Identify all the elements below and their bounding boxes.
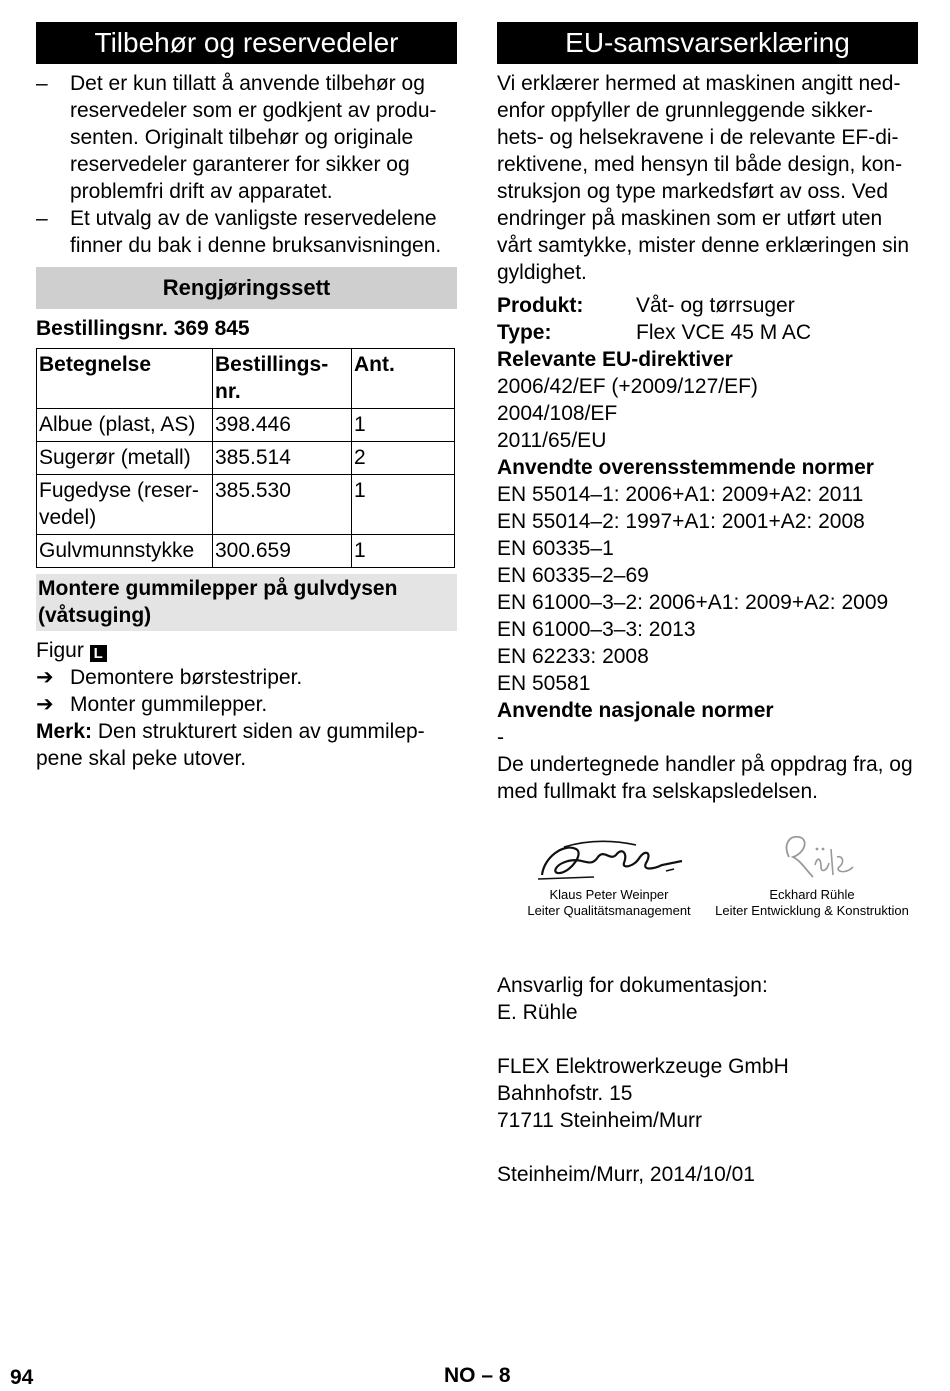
company-name: FLEX Elektrowerkzeuge GmbH (497, 1055, 789, 1078)
table-row (37, 535, 455, 568)
table-cell: 1 (352, 535, 455, 568)
parts-table (36, 348, 455, 568)
product-label: Produkt: (497, 294, 584, 317)
table-header-row (37, 349, 455, 409)
note (36, 718, 457, 772)
signature-block (497, 827, 918, 932)
national-norms-value: - (497, 726, 504, 749)
signatory-name: Eckhard Rühle (769, 887, 855, 902)
norm-item: EN 61000–3–3: 2013 (497, 618, 696, 641)
table-cell: 1 (352, 475, 455, 535)
arrow-right-icon: ➔ (36, 693, 54, 716)
product-value: Våt- og tørrsuger (636, 294, 795, 317)
figure-label: Figur (36, 639, 84, 662)
type-row (497, 319, 918, 346)
norm-item: EN 62233: 2008 (497, 645, 649, 668)
table-cell: 2 (352, 442, 455, 475)
norm-item: EN 60335–2–69 (497, 564, 649, 587)
national-norms-heading: Anvendte nasjonale normer (497, 699, 774, 722)
column-header: Bestillings-nr. (213, 349, 352, 409)
signatory (519, 827, 699, 919)
table-cell: 300.659 (213, 535, 352, 568)
company-street: Bahnhofstr. 15 (497, 1082, 633, 1105)
directive-item: 2011/65/EU (497, 429, 607, 452)
accessories-title: Tilbehør og reservedeler (36, 22, 457, 64)
accessories-list (36, 70, 457, 259)
table-row (37, 475, 455, 535)
note-text: Den strukturert siden av gummilep-pene skal peke utover. (36, 720, 425, 770)
signatory-role: Leiter Entwicklung & Konstruktion (715, 903, 909, 918)
declaration-intro: Vi erklærer hermed at maskinen angitt ned-enfor oppfyller de grunnleggende sikker-hets- og helsekravene i de relevante EF-di-rektivene, med hensyn til både design, kon-struksjon og type markedsført av oss. Ved endringer på maskinen som er utført uten vårt samtykke, mister denne erklæringen sin gyldighet. (497, 72, 909, 284)
signature-ruhle (727, 827, 897, 887)
signatory-role: Leiter Qualitätsmanagement (527, 903, 691, 918)
norm-item: EN 55014–2: 1997+A1: 2001+A2: 2008 (497, 510, 865, 533)
page-number: 94 (10, 1366, 34, 1389)
mount-rubber-lips-heading: Montere gummilepper på gulvdysen (våtsuging) (36, 574, 457, 631)
table-cell: Gulvmunnstykke (37, 535, 213, 568)
place-date: Steinheim/Murr, 2014/10/01 (497, 1163, 755, 1186)
order-number: Bestillingsnr. 369 845 (36, 317, 250, 340)
right-column (497, 22, 918, 1188)
figure-reference (36, 637, 457, 664)
directive-item: 2004/108/EF (497, 402, 618, 425)
authority-statement: De undertegnede handler på oppdrag fra, og med fullmakt fra selskapsledelsen. (497, 753, 913, 803)
company-city: 71711 Steinheim/Murr (497, 1109, 703, 1132)
table-cell: Fugedyse (reser-vedel) (37, 475, 213, 535)
norm-item: EN 60335–1 (497, 537, 614, 560)
type-value: Flex VCE 45 M AC (636, 321, 812, 344)
table-cell: 398.446 (213, 409, 352, 442)
table-cell: Sugerør (metall) (37, 442, 213, 475)
directive-item: 2006/42/EF (+2009/127/EF) (497, 375, 758, 398)
norm-item: EN 61000–3–2: 2006+A1: 2009+A2: 2009 (497, 591, 889, 614)
arrow-right-icon: ➔ (36, 666, 54, 689)
directives-heading: Relevante EU-direktiver (497, 348, 733, 371)
language-page-label: NO – 8 (444, 1364, 511, 1387)
table-cell: 385.514 (213, 442, 352, 475)
step-item: ➔ Monter gummilepper. (36, 693, 268, 716)
norm-item: EN 50581 (497, 672, 591, 695)
note-label: Merk: (36, 720, 93, 743)
declaration-title: EU-samsvarserklæring (497, 22, 918, 64)
step-item: ➔ Demontere børstestriper. (36, 666, 303, 689)
figure-letter-icon: L (90, 645, 107, 662)
table-row (37, 442, 455, 475)
doc-responsible-label: Ansvarlig for dokumentasjon: (497, 974, 768, 997)
left-column (36, 22, 457, 772)
table-row (37, 409, 455, 442)
norm-item: EN 55014–1: 2006+A1: 2009+A2: 2011 (497, 483, 864, 506)
doc-responsible-name: E. Rühle (497, 1001, 578, 1024)
column-header: Ant. (352, 349, 455, 409)
list-item: – Et utvalg av de vanligste reservedelene finner du bak i denne bruksanvisningen. (36, 207, 442, 257)
list-item: – Det er kun tillatt å anvende tilbehør og reservedeler som er godkjent av produ-senten. Originalt tilbehør og originale reservedeler garanterer for sikker og problemfri drift av apparatet. (36, 72, 437, 203)
product-row (497, 292, 918, 319)
table-cell: Albue (plast, AS) (37, 409, 213, 442)
signatory (707, 827, 917, 919)
norms-heading: Anvendte overensstemmende normer (497, 456, 874, 479)
column-header: Betegnelse (37, 349, 213, 409)
table-cell: 1 (352, 409, 455, 442)
type-label: Type: (497, 321, 552, 344)
signatory-name: Klaus Peter Weinper (549, 887, 669, 902)
signature-weinper (524, 827, 694, 887)
cleaning-kit-heading: Rengjøringssett (36, 267, 457, 309)
table-cell: 385.530 (213, 475, 352, 535)
